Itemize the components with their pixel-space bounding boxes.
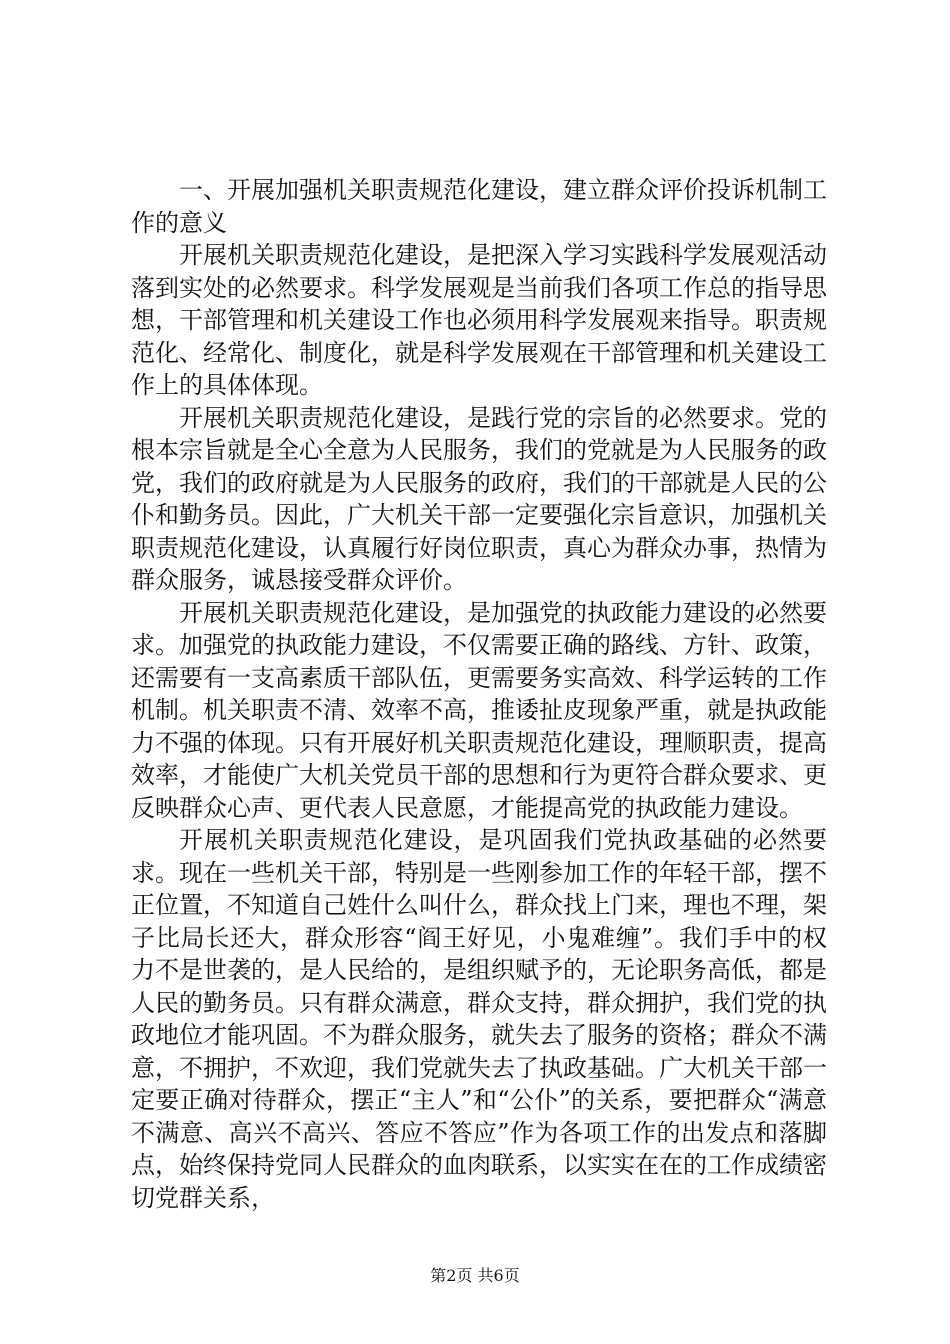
section-heading: 一、开展加强机关职责规范化建设，建立群众评价投诉机制工作的意义	[131, 176, 827, 237]
body-paragraph: 开展机关职责规范化建设，是践行党的宗旨的必然要求。党的根本宗旨就是全心全意为人民服务，我们的党就是为人民服务的政党，我们的政府就是为人民服务的政府，我们的干部就是人民的公仆和勤务员。因此，广大机关干部一定要强化宗旨意识，加强机关职责规范化建设，认真履行好岗位职责，真心为群众办事，热情为群众服务，诚恳接受群众评价。	[131, 403, 827, 594]
body-paragraph: 开展机关职责规范化建设，是巩固我们党执政基础的必然要求。现在一些机关干部，特别是一些刚参加工作的年轻干部，摆不正位置，不知道自己姓什么叫什么，群众找上门来，理也不理，架子比局长还大，群众形容“阎王好见，小鬼难缠”。我们手中的权力不是世袭的，是人民给的，是组织赋予的，无论职务高低，都是人民的勤务员。只有群众满意，群众支持，群众拥护，我们党的执政地位才能巩固。不为群众服务，就失去了服务的资格；群众不满意，不拥护，不欢迎，我们党就失去了执政基础。广大机关干部一定要正确对待群众，摆正“主人”和“公仆”的关系，要把群众“满意不满意、高兴不高兴、答应不答应”作为各项工作的出发点和落脚点，始终保持党同人民群众的血肉联系，以实实在在的工作成绩密切党群关系，	[131, 826, 827, 1212]
document-body	[131, 174, 827, 1214]
body-paragraph: 开展机关职责规范化建设，是把深入学习实践科学发展观活动落到实处的必然要求。科学发展观是当前我们各项工作总的指导思想，干部管理和机关建设工作也必须用科学发展观来指导。职责规范化、经常化、制度化，就是科学发展观在干部管理和机关建设工作上的具体体现。	[131, 241, 827, 399]
page-number-footer: 第2页 共6页	[430, 1266, 520, 1285]
body-paragraph: 开展机关职责规范化建设，是加强党的执政能力建设的必然要求。加强党的执政能力建设，不仅需要正确的路线、方针、政策，还需要有一支高素质干部队伍，更需要务实高效、科学运转的工作机制。机关职责不清、效率不高，推诿扯皮现象严重，就是执政能力不强的体现。只有开展好机关职责规范化建设，理顺职责，提高效率，才能使广大机关党员干部的思想和行为更符合群众要求、更反映群众心声、更代表人民意愿，才能提高党的执政能力建设。	[131, 598, 827, 822]
